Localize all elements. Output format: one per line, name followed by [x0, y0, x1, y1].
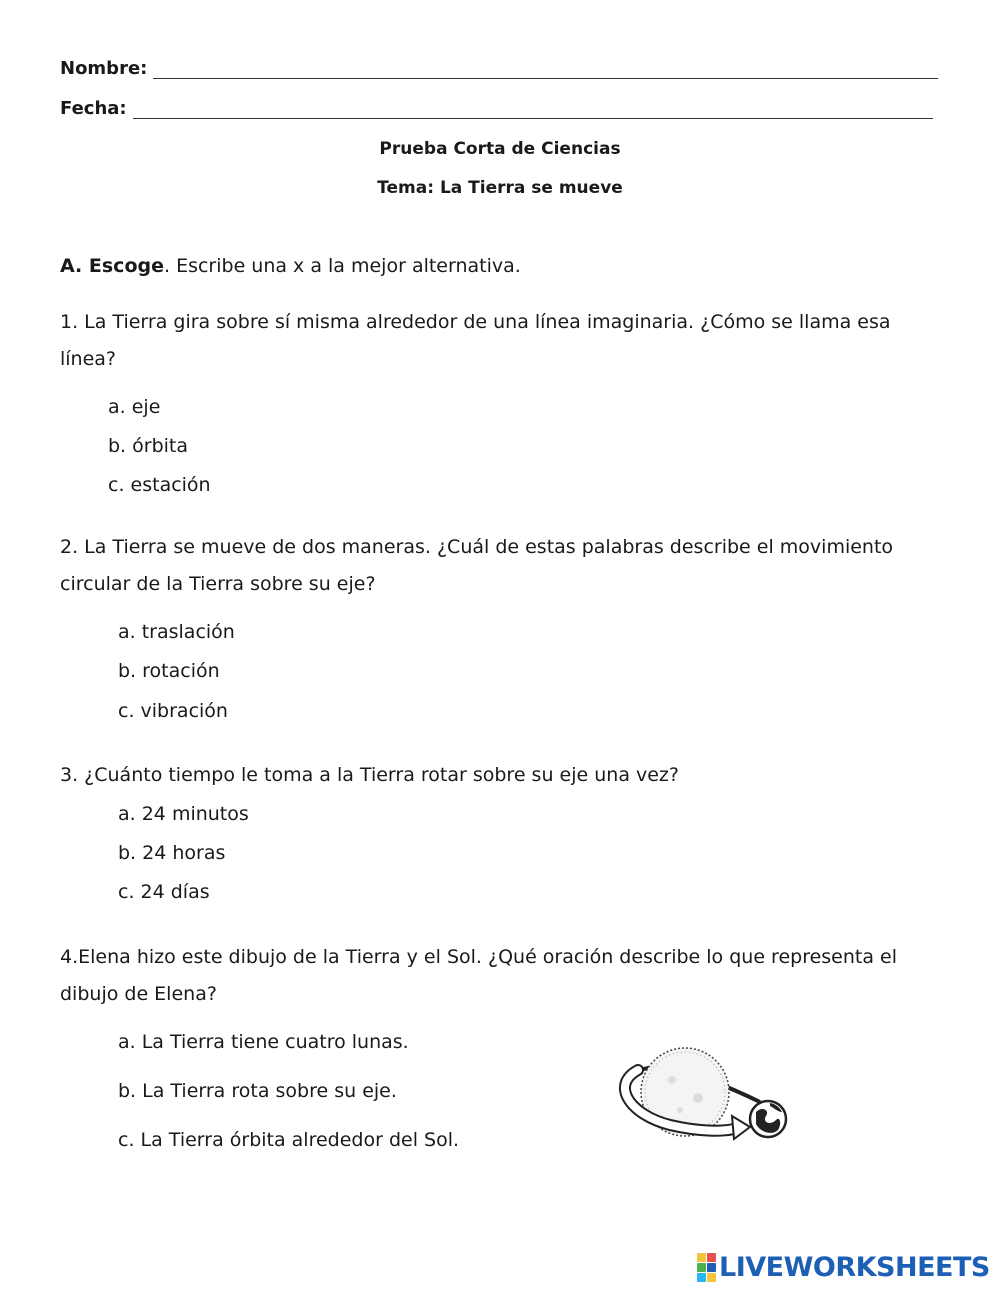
q2-option-b[interactable]: b. rotación — [118, 660, 220, 682]
q3-option-a[interactable]: a. 24 minutos — [118, 803, 249, 825]
q1-option-c[interactable]: c. estación — [108, 474, 211, 496]
question-3-text: 3. ¿Cuánto tiempo le toma a la Tierra rotar sobre su eje una vez? — [60, 764, 679, 786]
sun-earth-orbit-illustration — [610, 1040, 800, 1155]
earth-icon — [750, 1101, 786, 1137]
question-1-text: 1. La Tierra gira sobre sí misma alrededor de una línea imaginaria. ¿Cómo se llama esa — [60, 311, 891, 333]
section-instruction — [60, 255, 521, 277]
page-title: Prueba Corta de Ciencias — [379, 139, 621, 159]
liveworksheets-text: LIVEWORKSHEETS — [719, 1252, 990, 1283]
q3-option-c[interactable]: c. 24 días — [118, 881, 210, 903]
date-field — [60, 98, 933, 119]
liveworksheets-mark-icon — [697, 1253, 716, 1282]
q1-option-a[interactable]: a. eje — [108, 396, 161, 418]
page-topic: Tema: La Tierra se mueve — [377, 178, 623, 198]
date-label: Fecha: — [60, 98, 127, 119]
question-2-text: 2. La Tierra se mueve de dos maneras. ¿Cuál de estas palabras describe el movimiento — [60, 536, 894, 558]
question-2-text-cont: circular de la Tierra sobre su eje? — [60, 573, 376, 595]
name-label: Nombre: — [60, 58, 148, 79]
question-4-text: 4.Elena hizo este dibujo de la Tierra y el Sol. ¿Qué oración describe lo que representa el — [60, 946, 898, 968]
section-label: A. Escoge — [60, 255, 164, 277]
name-field — [60, 58, 938, 79]
q2-option-c[interactable]: c. vibración — [118, 700, 228, 722]
q2-option-a[interactable]: a. traslación — [118, 621, 235, 643]
liveworksheets-logo — [697, 1252, 990, 1283]
q4-option-b[interactable]: b. La Tierra rota sobre su eje. — [118, 1080, 397, 1102]
q3-option-b[interactable]: b. 24 horas — [118, 842, 226, 864]
section-text: . Escribe una x a la mejor alternativa. — [163, 255, 521, 277]
q1-option-b[interactable]: b. órbita — [108, 435, 189, 457]
q4-option-a[interactable]: a. La Tierra tiene cuatro lunas. — [118, 1031, 409, 1053]
name-line[interactable] — [153, 60, 938, 79]
orbit-arrow-icon — [732, 1116, 750, 1139]
date-line[interactable] — [133, 100, 933, 119]
question-4-text-cont: dibujo de Elena? — [60, 983, 217, 1005]
q4-option-c[interactable]: c. La Tierra órbita alrededor del Sol. — [118, 1129, 460, 1151]
question-1-text-cont: línea? — [60, 348, 117, 370]
